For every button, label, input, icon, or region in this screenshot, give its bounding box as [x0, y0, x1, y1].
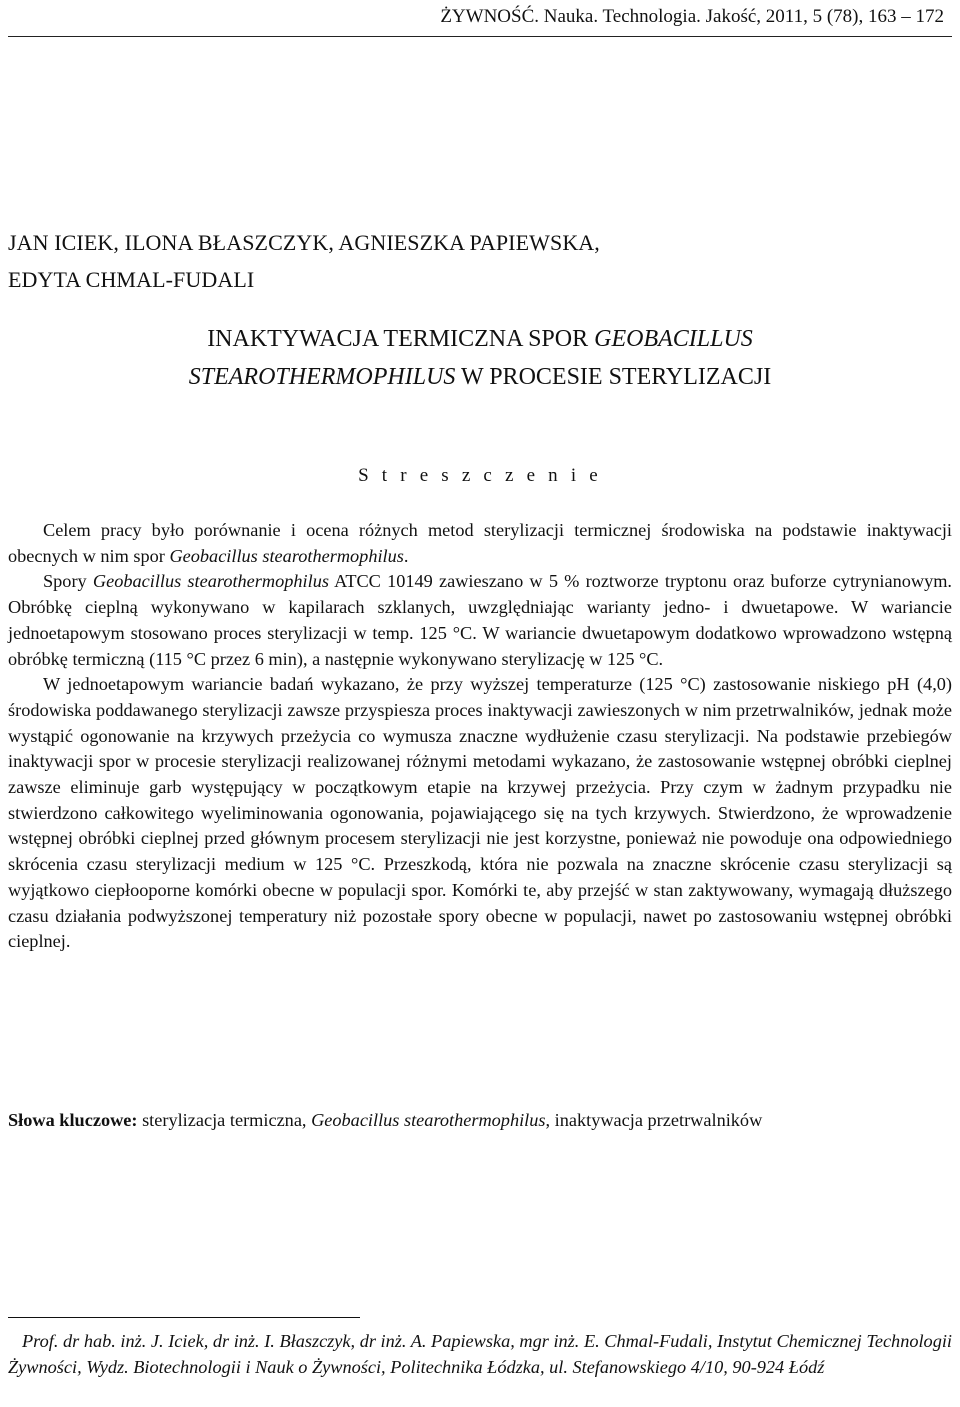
title-text-1: INAKTYWACJA TERMICZNA SPOR — [207, 326, 595, 352]
paper-title — [0, 320, 960, 396]
abstract-p2-text: ATCC 10149 zawieszano w 5 % roztworze tryptonu oraz buforze cytrynianowym. Obróbkę cieplną wykonywano w kapilarach szklanych, uwzględniając warianty jedno- i dwuetapowe. W wariancie jednoetapowym stosowano proces sterylizacji w temp. 125 °C. W wariancie dwuetapowym dodatkowo wprowadzono wstępną obróbkę termiczną (115 °C przez 6 min), a następnie wykonywano sterylizację w 125 °C. — [8, 571, 953, 669]
author-affiliation-footnote — [8, 1329, 952, 1380]
author-list — [8, 224, 600, 298]
author-line-1: JAN ICIEK, ILONA BŁASZCZYK, AGNIESZKA PAPIEWSKA, — [8, 230, 600, 255]
author-line-2: EDYTA CHMAL-FUDALI — [8, 267, 255, 292]
footnote-divider — [8, 1317, 360, 1318]
abstract-p1-text: Celem pracy było porównanie i ocena różnych metod sterylizacji termicznej środowiska na podstawie inaktywacji obecnych w nim spor — [8, 520, 952, 566]
journal-citation: ŻYWNOŚĆ. Nauka. Technologia. Jakość, 2011, 5 (78), 163 – 172 — [440, 6, 944, 27]
abstract-p1-end: . — [403, 545, 409, 566]
keywords-label: Słowa kluczowe: — [8, 1110, 138, 1130]
abstract-paragraph-2 — [8, 569, 952, 672]
title-line-1 — [0, 320, 960, 358]
footnote-text: Prof. dr hab. inż. J. Iciek, dr inż. I. Błaszczyk, dr inż. A. Papiewska, mgr inż. E. Chmal-Fudali, Instytut Chemicznej Technologii Żywności, Wydz. Biotechnologii i Nauk o Żywności, Politechnika Łódzka, ul. Stefanowskiego 4/10, 90-924 Łódź — [8, 1331, 952, 1377]
keywords — [8, 1107, 762, 1133]
abstract-p1-species: Geobacillus stearothermophilus — [169, 545, 404, 566]
abstract-body — [8, 518, 952, 955]
abstract-paragraph-1 — [8, 518, 952, 569]
running-header — [8, 0, 952, 37]
keywords-text-1: sterylizacja termiczna, — [137, 1110, 312, 1130]
keywords-text-2: , inaktywacja przetrwalników — [545, 1110, 763, 1130]
title-line-2 — [0, 358, 960, 396]
abstract-p2-start: Spory — [43, 571, 93, 592]
abstract-paragraph-3: W jednoetapowym wariancie badań wykazano, że przy wyższej temperaturze (125 °C) zastosowanie niskiego pH (4,0) środowiska poddawanego sterylizacji zawsze przyspiesza proces inaktywacji zawieszonych w nim przetrwalników, jednak może wystąpić ogonowanie na krzywych przeżycia co wymusza znaczne wydłużenie czasu sterylizacji. Na podstawie przebiegów inaktywacji spor w procesie sterylizacji realizowanej różnymi metodami wykazano, że zastosowanie wstępnej obróbki cieplnej zawsze eliminuje garb występujący w początkowym etapie na krzywej przeżycia. Przy czym w żadnym przypadku nie stwierdzono całkowitego wyeliminowania ogonowania, pojawiającego się na tych krzywych. Stwierdzono, że wprowadzenie wstępnej obróbki cieplnej przed głównym procesem sterylizacji nie jest korzystne, ponieważ nie powoduje ona odpowiedniego skrócenia czasu sterylizacji medium w 125 °C. Przeszkodą, która nie pozwala na znaczne skrócenie czasu sterylizacji są wyjątkowo ciepłooporne komórki obecne w populacji spor. Komórki te, aby przejść w stan zaktywowany, wymagają dłuższego czasu działania podwyższonej temperatury niż pozostałe spory obecne w populacji, nawet po zastosowaniu wstępnej obróbki cieplnej. — [8, 674, 952, 952]
title-text-2: W PROCESIE STERYLIZACJI — [455, 364, 772, 390]
abstract-heading: S t r e s z c z e n i e — [358, 465, 602, 486]
title-genus: GEOBACILLUS — [594, 326, 753, 352]
keywords-species: Geobacillus stearothermophilus — [311, 1110, 546, 1130]
title-epithet: STEAROTHERMOPHILUS — [188, 364, 456, 390]
abstract-p2-species: Geobacillus stearothermophilus — [92, 571, 329, 592]
